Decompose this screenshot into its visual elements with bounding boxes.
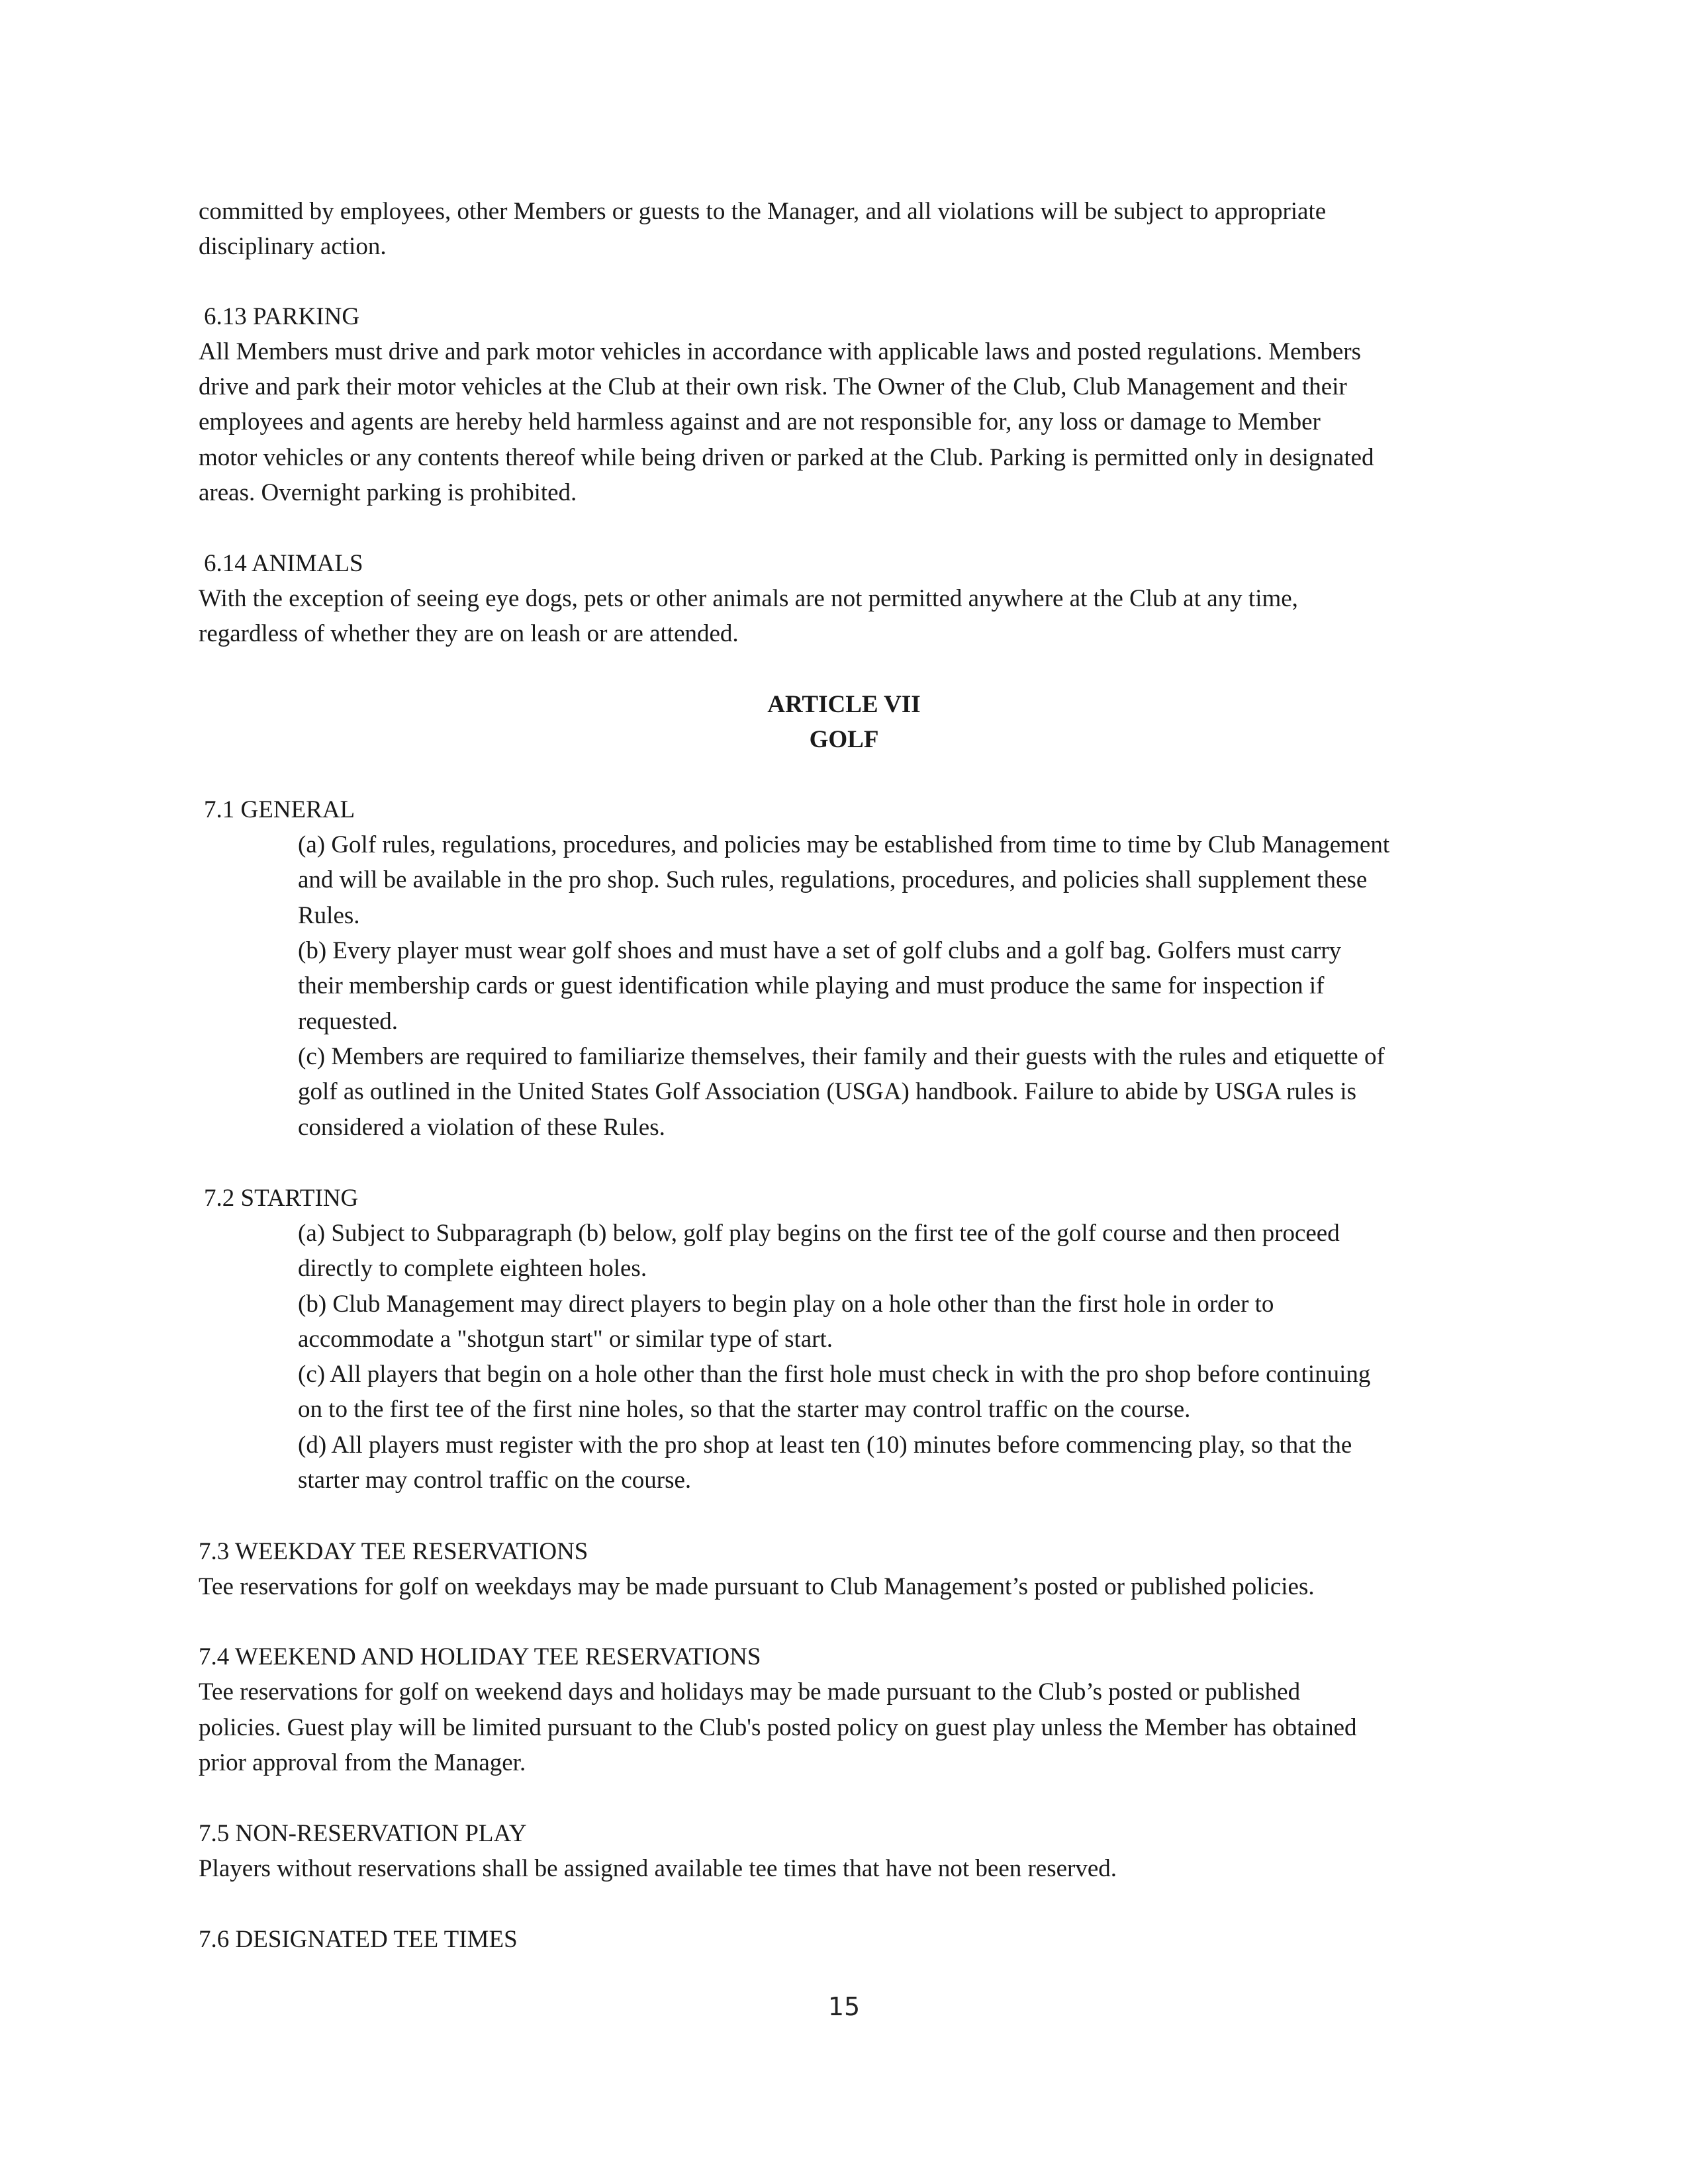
list-item-line: golf as outlined in the United States Golf Association (USGA) handbook. Failure to abide by USGA rules is bbox=[298, 1078, 1357, 1105]
section-heading-7-4: 7.4 WEEKEND AND HOLIDAY TEE RESERVATIONS bbox=[199, 1643, 761, 1670]
section-heading-7-5: 7.5 NON-RESERVATION PLAY bbox=[199, 1820, 527, 1847]
list-item-line: (a) Subject to Subparagraph (b) below, golf play begins on the first tee of the golf course and then proceed bbox=[298, 1220, 1340, 1247]
list-item-line: requested. bbox=[298, 1008, 399, 1035]
list-item-line: (d) All players must register with the pro shop at least ten (10) minutes before commencing play, so that the bbox=[298, 1432, 1352, 1459]
list-item-line: starter may control traffic on the course. bbox=[298, 1467, 692, 1494]
continuation-line: committed by employees, other Members or guests to the Manager, and all violations will be subject to appropriate bbox=[199, 198, 1327, 225]
list-item-line: on to the first tee of the first nine holes, so that the starter may control traffic on the course. bbox=[298, 1396, 1191, 1423]
paragraph-line: Players without reservations shall be assigned available tee times that have not been reserved. bbox=[199, 1855, 1117, 1882]
section-heading-6-14: 6.14 ANIMALS bbox=[204, 550, 363, 577]
paragraph-line: Tee reservations for golf on weekend days and holidays may be made pursuant to the Club’s posted or published bbox=[199, 1678, 1301, 1706]
paragraph-line: regardless of whether they are on leash or are attended. bbox=[199, 620, 739, 647]
continuation-line: disciplinary action. bbox=[199, 233, 387, 260]
list-item-line: accommodate a "shotgun start" or similar type of start. bbox=[298, 1326, 833, 1353]
section-heading-6-13: 6.13 PARKING bbox=[204, 303, 360, 330]
list-item-line: (c) All players that begin on a hole other than the first hole must check in with the pro shop before continuing bbox=[298, 1361, 1371, 1388]
article-title: GOLF bbox=[809, 726, 879, 753]
list-item-line: (b) Club Management may direct players to begin play on a hole other than the first hole in order to bbox=[298, 1291, 1274, 1318]
article-number: ARTICLE VII bbox=[767, 691, 921, 718]
list-item-line: considered a violation of these Rules. bbox=[298, 1114, 665, 1141]
list-item-line: Rules. bbox=[298, 902, 360, 929]
section-heading-7-1: 7.1 GENERAL bbox=[204, 796, 355, 823]
section-heading-7-2: 7.2 STARTING bbox=[204, 1185, 359, 1212]
list-item-line: (c) Members are required to familiarize themselves, their family and their guests with the rules and etiquette of bbox=[298, 1043, 1385, 1070]
paragraph-line: employees and agents are hereby held harmless against and are not responsible for, any loss or damage to Member bbox=[199, 408, 1321, 435]
list-item-line: directly to complete eighteen holes. bbox=[298, 1255, 647, 1282]
list-item-line: their membership cards or guest identification while playing and must produce the same for inspection if bbox=[298, 972, 1325, 999]
list-item-line: (b) Every player must wear golf shoes and must have a set of golf clubs and a golf bag. Golfers must carry bbox=[298, 937, 1342, 964]
list-item-line: (a) Golf rules, regulations, procedures, and policies may be established from time to time by Club Management bbox=[298, 831, 1390, 858]
paragraph-line: policies. Guest play will be limited pursuant to the Club's posted policy on guest play unless the Member has obtained bbox=[199, 1714, 1357, 1741]
section-heading-7-6: 7.6 DESIGNATED TEE TIMES bbox=[199, 1926, 518, 1953]
paragraph-line: All Members must drive and park motor vehicles in accordance with applicable laws and posted regulations. Members bbox=[199, 338, 1361, 365]
list-item-line: and will be available in the pro shop. Such rules, regulations, procedures, and policies shall supplement these bbox=[298, 866, 1368, 893]
paragraph-line: prior approval from the Manager. bbox=[199, 1749, 526, 1776]
paragraph-line: Tee reservations for golf on weekdays may be made pursuant to Club Management’s posted or published policies. bbox=[199, 1573, 1315, 1600]
document-page bbox=[199, 0, 1489, 2184]
paragraph-line: With the exception of seeing eye dogs, pets or other animals are not permitted anywhere at the Club at any time, bbox=[199, 585, 1298, 612]
paragraph-line: motor vehicles or any contents thereof while being driven or parked at the Club. Parking is permitted only in designated bbox=[199, 444, 1374, 471]
paragraph-line: areas. Overnight parking is prohibited. bbox=[199, 479, 577, 506]
section-heading-7-3: 7.3 WEEKDAY TEE RESERVATIONS bbox=[199, 1538, 588, 1565]
paragraph-line: drive and park their motor vehicles at the Club at their own risk. The Owner of the Club, Club Management and their bbox=[199, 373, 1347, 400]
page-number: 15 bbox=[827, 1992, 861, 2021]
